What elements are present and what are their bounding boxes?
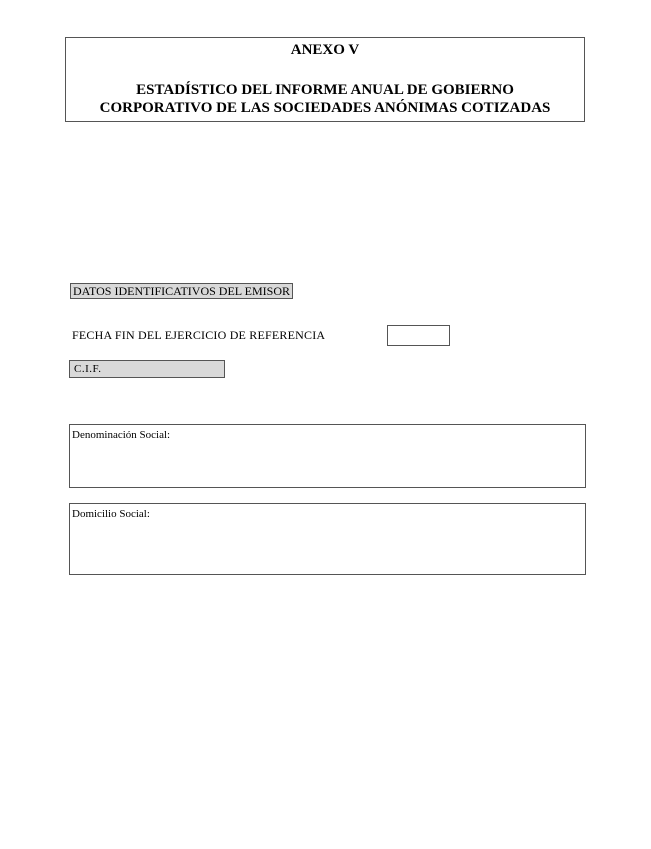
section-label-datos-emisor: DATOS IDENTIFICATIVOS DEL EMISOR: [70, 283, 293, 299]
domicilio-social-label: Domicilio Social:: [72, 508, 150, 520]
document-header: [65, 37, 585, 122]
document-title-line-2: CORPORATIVO DE LAS SOCIEDADES ANÓNIMAS COTIZADAS: [99, 100, 551, 116]
cif-field[interactable]: [69, 360, 225, 378]
annex-title: ANEXO V: [290, 42, 360, 58]
denominacion-social-label: Denominación Social:: [72, 429, 171, 441]
fecha-fin-ejercicio-label: FECHA FIN DEL EJERCICIO DE REFERENCIA: [72, 328, 326, 342]
fecha-fin-ejercicio-field[interactable]: [387, 325, 450, 346]
document-title-line-1: ESTADÍSTICO DEL INFORME ANUAL DE GOBIERNO: [136, 82, 514, 98]
cif-label: C.I.F.: [74, 363, 102, 375]
domicilio-social-field[interactable]: [69, 503, 586, 575]
denominacion-social-field[interactable]: [69, 424, 586, 488]
document-title: [66, 81, 584, 117]
